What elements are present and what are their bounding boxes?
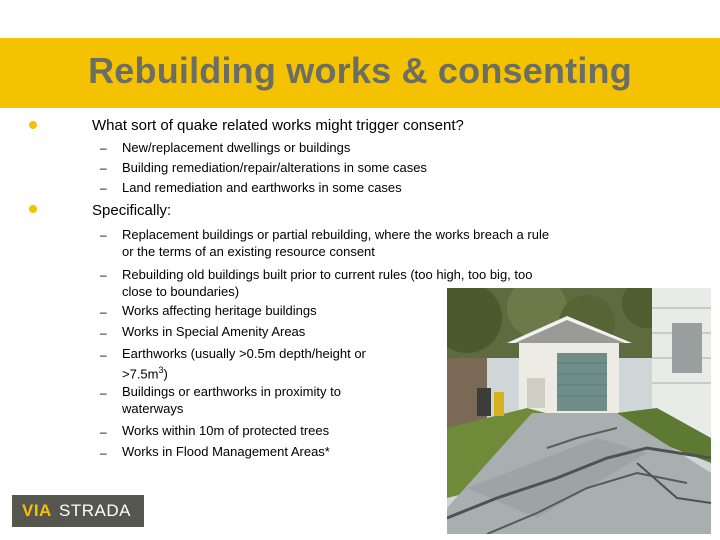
earthquake-damage-photo: [447, 288, 711, 534]
subitem: Works in Special Amenity Areas: [122, 324, 306, 339]
subitem: New/replacement dwellings or buildings: [122, 140, 351, 155]
subitem-continuation: close to boundaries): [122, 284, 240, 299]
dash-marker: –: [100, 268, 107, 282]
subitem: Replacement buildings or partial rebuilding, where the works breach a rule: [122, 227, 550, 242]
logo-part2: STRADA: [59, 501, 131, 520]
dash-marker: –: [100, 446, 107, 460]
dash-marker: –: [100, 305, 107, 319]
bullet-text: What sort of quake related works might trigger consent?: [92, 117, 464, 134]
closing-paren: ): [163, 366, 168, 382]
subitem-continuation: [122, 362, 168, 382]
dash-marker: –: [100, 141, 107, 155]
dash-marker: –: [100, 161, 107, 175]
viastrada-logo: [12, 495, 144, 527]
bullet-text: Specifically:: [92, 202, 172, 219]
dash-marker: –: [100, 181, 107, 195]
subitem: Earthworks (usually >0.5m depth/height or: [122, 346, 366, 361]
bullet-marker: [29, 205, 37, 213]
subitem: Works within 10m of protected trees: [122, 423, 330, 438]
volume-text: >7.5m: [122, 366, 159, 382]
subitem-continuation: waterways: [122, 401, 184, 416]
dash-marker: –: [100, 348, 107, 362]
logo-part1: VIA: [22, 501, 52, 520]
dash-marker: –: [100, 228, 107, 242]
superscript: 3: [158, 365, 164, 375]
slide-title: Rebuilding works & consenting: [88, 50, 632, 91]
dash-marker: –: [100, 386, 107, 400]
subitem: Land remediation and earthworks in some cases: [122, 180, 402, 195]
dash-marker: –: [100, 425, 107, 439]
subitem-continuation: or the terms of an existing resource consent: [122, 244, 375, 259]
dash-marker: –: [100, 326, 107, 340]
bullet-marker: [29, 121, 37, 129]
subitem: Works affecting heritage buildings: [122, 303, 317, 318]
subitem: Building remediation/repair/alterations in some cases: [122, 160, 427, 175]
subitem: Works in Flood Management Areas*: [122, 444, 330, 459]
subitem: Rebuilding old buildings built prior to current rules (too high, too big, too: [122, 267, 533, 282]
subitem: Buildings or earthworks in proximity to: [122, 384, 341, 399]
